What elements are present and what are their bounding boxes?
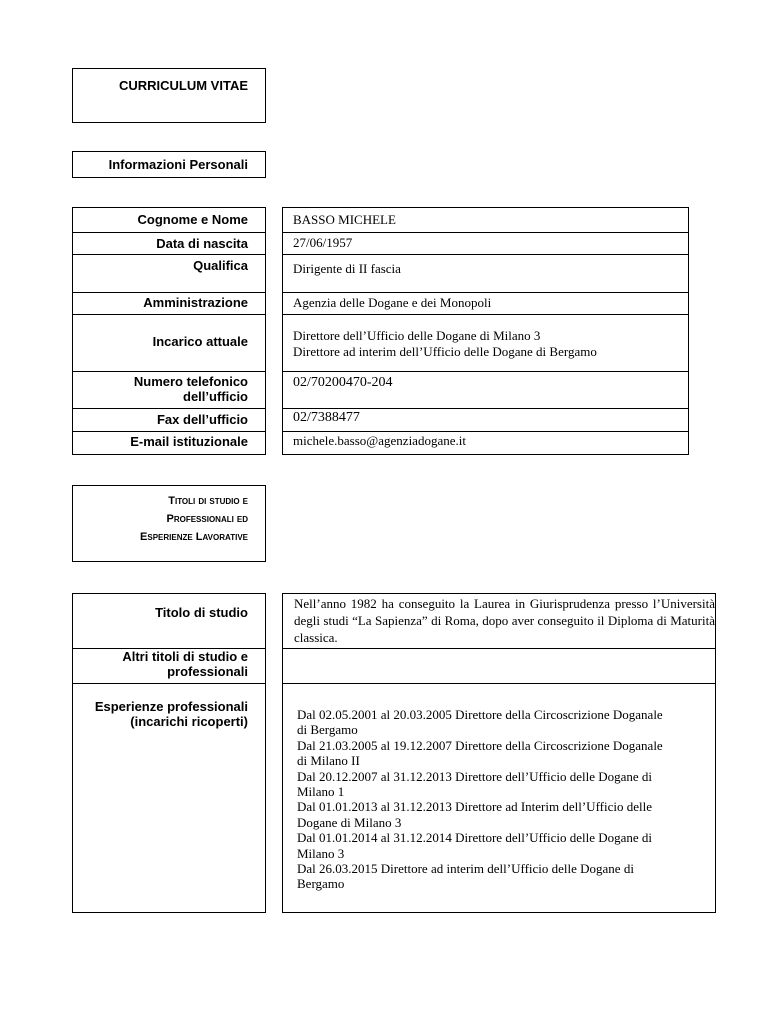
divider: [283, 314, 688, 315]
value-qualifica: Dirigente di II fascia: [293, 261, 401, 276]
divider: [283, 648, 715, 649]
divider: [73, 292, 265, 293]
personal-info-section-title: Informazioni Personali: [108, 157, 248, 172]
divider: [283, 431, 688, 432]
divider: [283, 292, 688, 293]
label-phone-line1: Numero telefonico: [133, 374, 248, 389]
titles-section-line3: Esperienze Lavorative: [140, 531, 248, 543]
value-fax: 02/7388477: [293, 410, 360, 425]
esperienza-line: Dal 21.03.2005 al 19.12.2007 Direttore della Circoscrizione Doganale: [297, 737, 663, 753]
divider: [283, 254, 688, 255]
titles-section-line2: Professionali ed: [166, 513, 248, 525]
divider: [73, 408, 265, 409]
value-email: michele.basso@agenziadogane.it: [293, 433, 466, 448]
esperienza-line: Dal 20.12.2007 al 31.12.2013 Direttore dell’Ufficio delle Dogane di: [297, 768, 653, 784]
value-amministrazione: Agenzia delle Dogane e dei Monopoli: [293, 295, 492, 310]
label-esperienze-line1: Esperienze professionali: [94, 699, 248, 714]
label-fax: Fax dell’ufficio: [156, 412, 248, 427]
value-incarico-line1: Direttore dell’Ufficio delle Dogane di Milano 3: [293, 328, 541, 343]
value-titolo-studio: Nell’anno 1982 ha conseguito la Laurea in Giurisprudenza presso l’Università degli studi “La Sapienza” di Roma, dopo aver conseguito il Diploma di Maturità classica.: [294, 596, 715, 645]
value-incarico-line2: Direttore ad interim dell’Ufficio delle Dogane di Bergamo: [293, 344, 597, 359]
label-amministrazione: Amministrazione: [143, 295, 248, 310]
cv-title-box: [72, 68, 266, 123]
esperienza-line: Dal 02.05.2001 al 20.03.2005 Direttore della Circoscrizione Doganale: [297, 707, 663, 722]
label-email: E-mail istituzionale: [130, 434, 248, 449]
label-altri-titoli-line1: Altri titoli di studio e: [122, 649, 248, 664]
personal-values-column: [282, 207, 689, 455]
divider: [73, 683, 265, 684]
esperienza-line: Dal 01.01.2014 al 31.12.2014 Direttore dell’Ufficio delle Dogane di: [297, 830, 653, 846]
titles-section-box: [72, 485, 266, 562]
esperienza-line: Bergamo: [297, 876, 345, 892]
cv-title: CURRICULUM VITAE: [118, 78, 248, 93]
divider: [73, 314, 265, 315]
label-esperienze-line2: (incarichi ricoperti): [130, 714, 248, 729]
divider: [283, 232, 688, 233]
esperienza-line: di Bergamo: [297, 722, 358, 738]
label-birth-date: Data di nascita: [156, 236, 248, 251]
value-name: BASSO MICHELE: [293, 212, 396, 227]
divider: [73, 371, 265, 372]
personal-info-section-box: [72, 151, 266, 178]
label-name: Cognome e Nome: [137, 212, 248, 227]
value-birth-date: 27/06/1957: [293, 235, 353, 250]
personal-labels-column: [72, 207, 266, 455]
esperienza-line: Dal 26.03.2015 Direttore ad interim dell’Ufficio delle Dogane di: [297, 861, 634, 877]
label-altri-titoli-line2: professionali: [167, 664, 248, 679]
divider: [283, 408, 688, 409]
esperienza-line: di Milano II: [297, 753, 360, 769]
titles-section-line1: Titoli di studio e: [168, 495, 248, 507]
label-phone-line2: dell’ufficio: [183, 389, 248, 404]
divider: [283, 683, 715, 684]
label-qualifica: Qualifica: [193, 258, 248, 273]
esperienza-line: Milano 1: [297, 784, 345, 800]
education-labels-column: [72, 593, 266, 913]
esperienza-line: Dogane di Milano 3: [297, 814, 402, 830]
divider: [73, 431, 265, 432]
label-titolo-studio: Titolo di studio: [155, 605, 248, 620]
label-incarico: Incarico attuale: [152, 334, 248, 349]
esperienza-line: Dal 01.01.2013 al 31.12.2013 Direttore ad Interim dell’Ufficio delle: [297, 799, 652, 815]
esperienza-line: Milano 3: [297, 845, 345, 861]
divider: [73, 232, 265, 233]
divider: [283, 371, 688, 372]
esperienze-list: [297, 707, 663, 892]
education-values-column: [282, 593, 716, 913]
divider: [73, 254, 265, 255]
value-phone: 02/70200470-204: [293, 375, 393, 390]
